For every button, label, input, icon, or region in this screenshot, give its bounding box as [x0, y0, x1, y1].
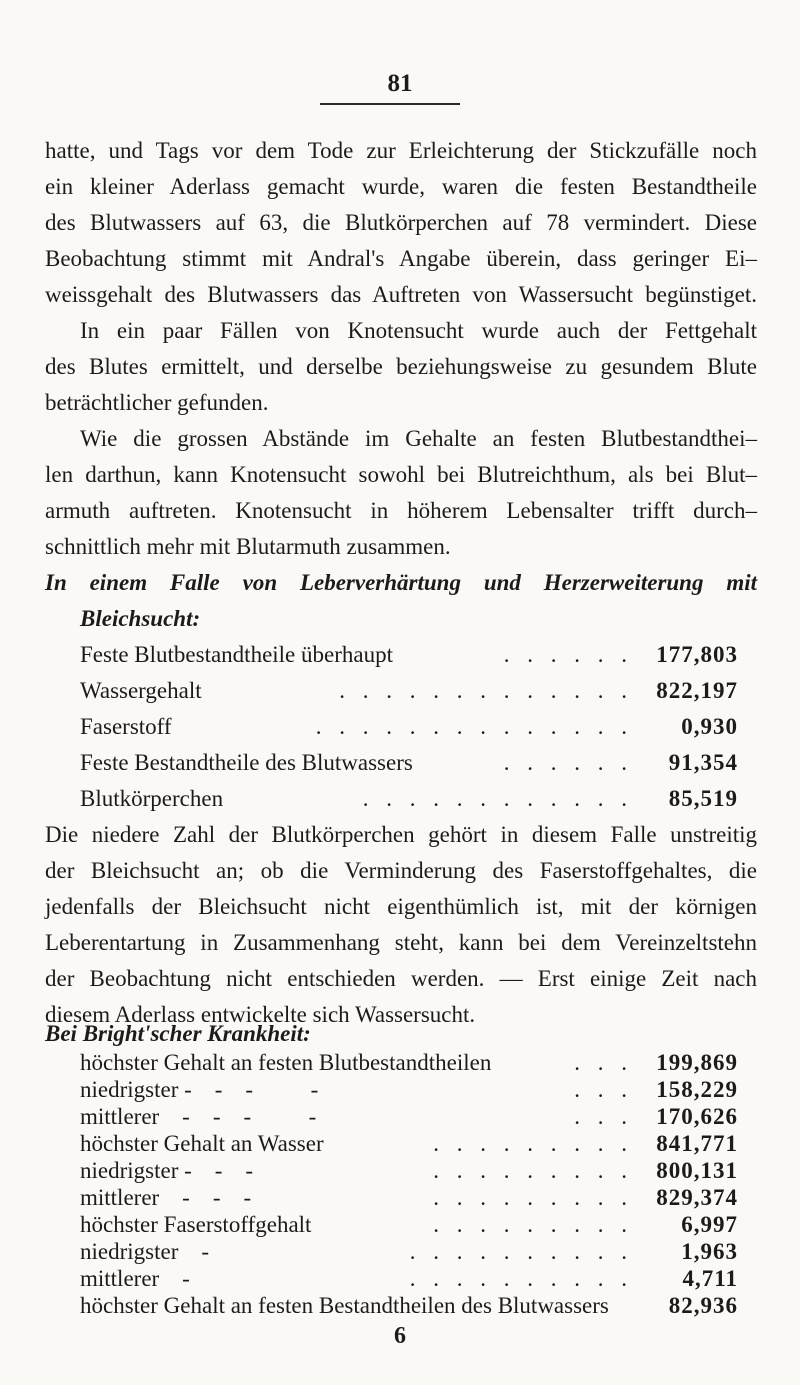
row-value: 170,626	[656, 1104, 738, 1129]
text-line: jedenfalls der Bleichsucht nicht eigenthümlich ist, mit der körnigen	[45, 894, 757, 919]
table-row	[80, 1130, 738, 1157]
table-row	[80, 1292, 738, 1319]
row-value: 158,229	[656, 1077, 738, 1102]
row-label: niedrigster -	[80, 1239, 210, 1264]
table-row	[80, 1265, 738, 1292]
row-label: niedrigster - - -	[80, 1158, 254, 1183]
text-line: des Blutwassers auf 63, die Blutkörperchen auf 78 vermindert. Diese	[45, 210, 757, 235]
text-line: diesem Aderlass entwickelte sich Wassersucht.	[45, 1002, 476, 1027]
leader-dots: . . . . . . . . . .	[409, 1266, 633, 1291]
row-label: mittlerer - - -	[80, 1185, 252, 1210]
text-line: der Beobachtung nicht entschieden werden. — Erst einige Zeit nach	[45, 966, 757, 991]
text-line: hatte, und Tags vor dem Tode zur Erleichterung der Stickzufälle noch	[45, 138, 757, 163]
signature-mark: 6	[394, 1323, 406, 1349]
leader-dots: . . . . . .	[503, 642, 633, 667]
leader-dots: . . . . . .	[503, 750, 633, 775]
row-label: mittlerer -	[80, 1266, 190, 1291]
row-value: 822,197	[656, 678, 738, 703]
text-line: armuth auftreten. Knotensucht in höherem Lebensalter trifft durch–	[45, 498, 757, 523]
section-heading: Bleichsucht:	[80, 606, 201, 631]
row-value: 6,997	[681, 1212, 738, 1237]
row-value: 82,936	[668, 1293, 738, 1318]
table-row	[80, 673, 738, 709]
row-label: Feste Bestandtheile des Blutwassers	[80, 750, 413, 775]
text-line: len darthun, kann Knotensucht sowohl bei Blutreichthum, als bei Blut–	[45, 462, 757, 487]
table-row	[80, 1211, 738, 1238]
text-line: weissgehalt des Blutwassers das Auftreten von Wassersucht begünstiget.	[45, 282, 757, 307]
row-value: 829,374	[656, 1185, 738, 1210]
leader-dots: . . . . . . . . . . . . . .	[315, 714, 633, 739]
table-row	[80, 1238, 738, 1265]
row-label: Feste Blutbestandtheile überhaupt	[80, 642, 393, 667]
text-line: ein kleiner Aderlass gemacht wurde, waren die festen Bestandtheile	[45, 174, 757, 199]
text-line: Leberentartung in Zusammenhang steht, kann bei dem Vereinzeltstehn	[45, 930, 757, 955]
page-number: 81	[387, 70, 413, 97]
row-value: 85,519	[668, 786, 738, 811]
leader-dots: . . . . . . . . .	[433, 1185, 633, 1210]
text-line: schnittlich mehr mit Blutarmuth zusammen.	[45, 534, 451, 559]
leader-dots: . . . . . . . . .	[433, 1158, 633, 1183]
table-row	[80, 1103, 738, 1130]
row-value: 0,930	[681, 714, 738, 739]
row-value: 4,711	[682, 1266, 738, 1291]
row-label: niedrigster - - - -	[80, 1077, 319, 1102]
row-label: Blutkörperchen	[80, 786, 224, 811]
section-heading: In einem Falle von Leberverhärtung und Herzerweiterung mit	[45, 570, 757, 595]
row-value: 1,963	[681, 1239, 738, 1264]
text-line: In ein paar Fällen von Knotensucht wurde auch der Fettgehalt	[80, 318, 757, 343]
row-value: 199,869	[656, 1050, 738, 1075]
row-value: 841,771	[656, 1131, 738, 1156]
row-label: höchster Gehalt an festen Bestandtheilen des Blutwassers	[80, 1293, 609, 1318]
row-label: mittlerer - - - -	[80, 1104, 317, 1129]
row-value: 91,354	[668, 750, 738, 775]
table-row	[80, 745, 738, 781]
leader-dots: . . .	[574, 1050, 633, 1075]
leader-dots: . . . . . . . . .	[433, 1131, 633, 1156]
row-label: höchster Faserstoffgehalt	[80, 1212, 312, 1237]
table-row	[80, 781, 738, 817]
text-line: beträchtlicher gefunden.	[45, 390, 269, 415]
row-label: Faserstoff	[80, 714, 172, 739]
text-line: der Bleichsucht an; ob die Verminderung des Faserstoffgehaltes, die	[45, 858, 757, 883]
table-row	[80, 1184, 738, 1211]
leader-dots: . . .	[574, 1077, 633, 1102]
row-label: Wassergehalt	[80, 678, 202, 703]
leader-dots: . . .	[574, 1104, 633, 1129]
table-row	[80, 1049, 738, 1076]
header-rule	[320, 103, 460, 105]
leader-dots: . . . . . . . . . . . .	[362, 786, 633, 811]
text-line: des Blutes ermittelt, und derselbe beziehungsweise zu gesundem Blute	[45, 354, 757, 379]
table-row	[80, 637, 738, 673]
leader-dots: . . . . . . . . . . . . .	[339, 678, 633, 703]
table-row	[80, 1076, 738, 1103]
row-value: 800,131	[656, 1158, 738, 1183]
table-row	[80, 709, 738, 745]
table-row	[80, 1157, 738, 1184]
row-value: 177,803	[656, 642, 738, 667]
section-heading: Bei Bright'scher Krankheit:	[45, 1021, 311, 1046]
text-line: Die niedere Zahl der Blutkörperchen gehört in diesem Falle unstreitig	[45, 822, 757, 847]
row-label: höchster Gehalt an festen Blutbestandtheilen	[80, 1050, 492, 1075]
text-line: Wie die grossen Abstände im Gehalte an festen Blutbestandthei–	[80, 426, 757, 451]
row-label: höchster Gehalt an Wasser	[80, 1131, 324, 1156]
leader-dots: . . . . . . . . . .	[409, 1239, 633, 1264]
text-line: Beobachtung stimmt mit Andral's Angabe überein, dass geringer Ei–	[45, 246, 757, 271]
leader-dots: . . . . . . . . .	[433, 1212, 633, 1237]
